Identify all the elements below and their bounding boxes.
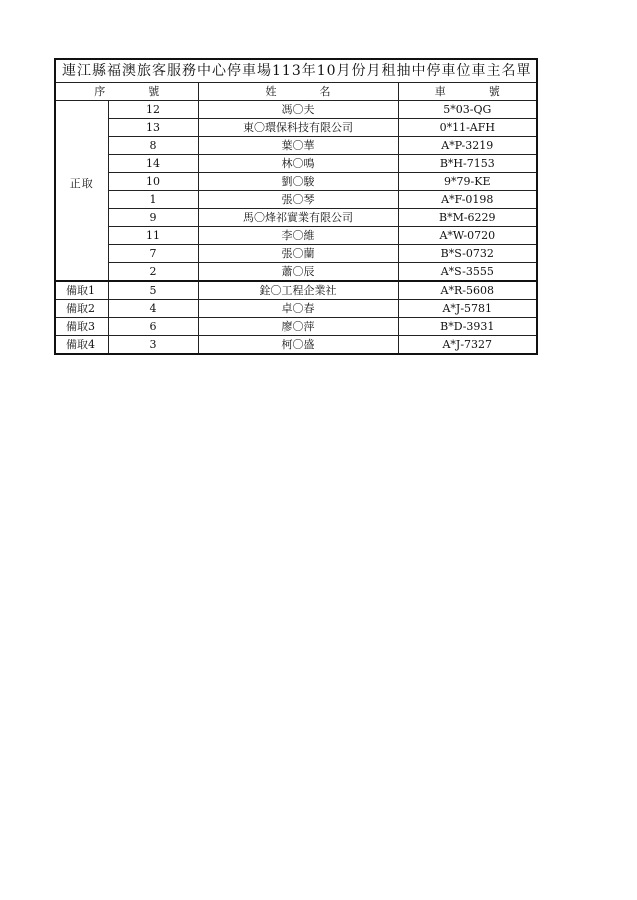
primary-row [55, 155, 537, 173]
name-cell: 李〇維 [198, 227, 398, 245]
header-name: 姓 名 [198, 83, 398, 101]
header-row [55, 83, 537, 101]
name-cell: 馬〇烽祁實業有限公司 [198, 209, 398, 227]
seq-cell: 1 [108, 191, 198, 209]
seq-cell: 5 [108, 281, 198, 300]
name-cell: 馮〇夫 [198, 101, 398, 119]
primary-row [55, 209, 537, 227]
name-cell: 卓〇春 [198, 300, 398, 318]
backup-label-cell: 備取2 [55, 300, 108, 318]
backup-label-cell: 備取4 [55, 336, 108, 355]
name-cell: 蕭〇辰 [198, 263, 398, 282]
plate-cell: A*R-5608 [398, 281, 537, 300]
seq-cell: 11 [108, 227, 198, 245]
plate-cell: A*J-5781 [398, 300, 537, 318]
plate-cell: B*S-0732 [398, 245, 537, 263]
seq-cell: 4 [108, 300, 198, 318]
backup-row [55, 336, 537, 355]
header-seq: 序 號 [55, 83, 198, 101]
primary-row [55, 119, 537, 137]
name-cell: 銓〇工程企業社 [198, 281, 398, 300]
plate-cell: A*J-7327 [398, 336, 537, 355]
plate-cell: B*D-3931 [398, 318, 537, 336]
name-cell: 葉〇華 [198, 137, 398, 155]
primary-row [55, 245, 537, 263]
parking-lottery-sheet [54, 58, 536, 355]
seq-cell: 2 [108, 263, 198, 282]
plate-cell: A*S-3555 [398, 263, 537, 282]
backup-row [55, 318, 537, 336]
name-cell: 柯〇盛 [198, 336, 398, 355]
seq-cell: 12 [108, 101, 198, 119]
plate-cell: A*W-0720 [398, 227, 537, 245]
seq-cell: 13 [108, 119, 198, 137]
primary-row [55, 263, 537, 282]
sheet-title: 連江縣福澳旅客服務中心停車場113年10月份月租抽中停車位車主名單 [55, 59, 537, 83]
plate-cell: 9*79-KE [398, 173, 537, 191]
name-cell: 林〇鳴 [198, 155, 398, 173]
seq-cell: 14 [108, 155, 198, 173]
seq-cell: 9 [108, 209, 198, 227]
backup-label-cell: 備取1 [55, 281, 108, 300]
seq-cell: 8 [108, 137, 198, 155]
backup-row [55, 281, 537, 300]
name-cell: 張〇蘭 [198, 245, 398, 263]
plate-cell: B*M-6229 [398, 209, 537, 227]
primary-group-label: 正取 [55, 101, 108, 282]
plate-cell: B*H-7153 [398, 155, 537, 173]
primary-row [55, 173, 537, 191]
primary-row [55, 101, 537, 119]
primary-row [55, 137, 537, 155]
backup-row [55, 300, 537, 318]
plate-cell: A*P-3219 [398, 137, 537, 155]
plate-cell: A*F-0198 [398, 191, 537, 209]
name-cell: 劉〇駿 [198, 173, 398, 191]
primary-row [55, 227, 537, 245]
plate-cell: 0*11-AFH [398, 119, 537, 137]
seq-cell: 3 [108, 336, 198, 355]
seq-cell: 6 [108, 318, 198, 336]
seq-cell: 7 [108, 245, 198, 263]
lottery-result-table [54, 58, 538, 355]
title-row [55, 59, 537, 83]
seq-cell: 10 [108, 173, 198, 191]
plate-cell: 5*03-QG [398, 101, 537, 119]
backup-label-cell: 備取3 [55, 318, 108, 336]
name-cell: 廖〇萍 [198, 318, 398, 336]
primary-row [55, 191, 537, 209]
header-plate: 車 號 [398, 83, 537, 101]
name-cell: 張〇琴 [198, 191, 398, 209]
name-cell: 東〇環保科技有限公司 [198, 119, 398, 137]
